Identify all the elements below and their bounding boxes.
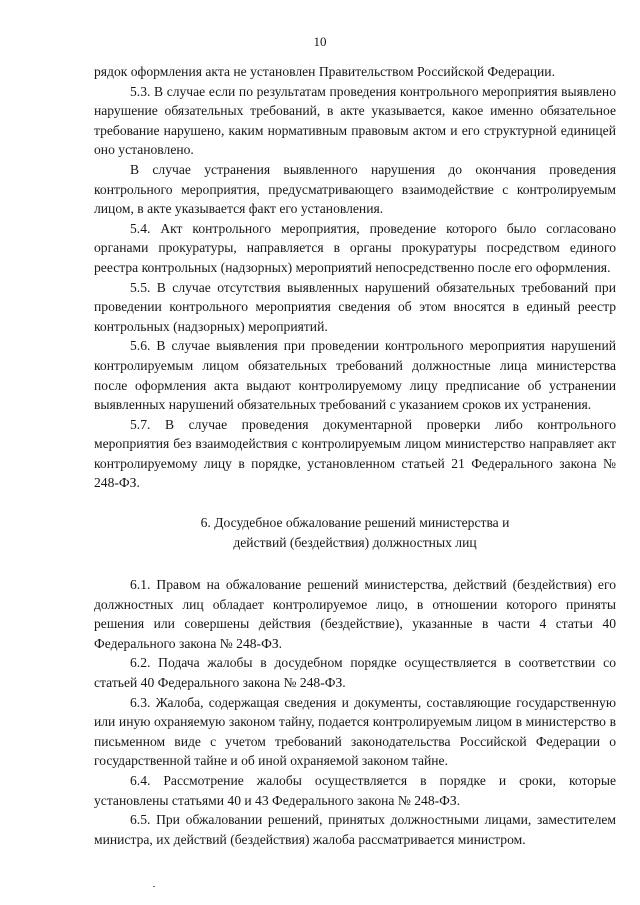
paragraph-continuation: рядок оформления акта не установлен Правительством Российской Федерации. bbox=[94, 64, 555, 79]
paragraph-5-7: 5.7. В случае проведения документарной проверки либо контрольного мероприятия без взаимодействия с контролируемым лицом министерство направляет акт контролируемому лицу в порядке, установленном статьей 21 Федерального закона № 248-ФЗ. bbox=[94, 416, 616, 491]
section-6-heading bbox=[94, 513, 616, 553]
paragraph-6-3: 6.3. Жалоба, содержащая сведения и документы, составляющие государственную или иную охраняемую законом тайну, подается контролируемым лицом в министерство в письменном виде с учетом требований законодательства Российской Федерации о государственной тайне и об иной охраняемой законом тайне. bbox=[94, 694, 616, 769]
paragraph-6-4: 6.4. Рассмотрение жалобы осуществляется в порядке и сроки, которые установлены статьями 40 и 43 Федерального закона № 248-ФЗ. bbox=[94, 773, 616, 808]
scan-speck bbox=[153, 886, 155, 887]
section-6-heading-line-2: действий (бездействия) должностных лиц bbox=[233, 535, 477, 551]
document-body bbox=[94, 62, 616, 849]
paragraph-5-4: 5.4. Акт контрольного мероприятия, проведение которого было согласовано органами прокуратуры, направляется в органы прокуратуры посредством единого реестра контрольных (надзорных) мероприятий непосредственно после его оформления. bbox=[94, 220, 616, 275]
paragraph-5-3-second: В случае устранения выявленного нарушения до окончания проведения контрольного мероприятия, предусматривающего взаимодействие с контролируемым лицом, в акте указывается факт его установления. bbox=[94, 161, 616, 217]
paragraph-6-5: 6.5. При обжаловании решений, принятых должностными лицами, заместителем министра, их действий (бездействия) жалоба рассматривается министром. bbox=[94, 812, 616, 847]
paragraph-5-5: 5.5. В случае отсутствия выявленных нарушений обязательных требований при проведении контрольного мероприятия сведения об этом вносятся в единый реестр контрольных (надзорных) мероприятий. bbox=[94, 279, 616, 334]
page-number: 10 bbox=[313, 34, 327, 49]
section-6-heading-line-1: 6. Досудебное обжалование решений министерства и bbox=[200, 515, 510, 531]
paragraph-5-6: 5.6. В случае выявления при проведении контрольного мероприятия нарушений контролируемым лицом обязательных требований должностные лица министерства после оформления акта выдают контролируемому лицу предписание об устранении выявленных нарушений обязательных требований с указанием сроков их устранения. bbox=[94, 338, 616, 413]
paragraph-6-2: 6.2. Подача жалобы в досудебном порядке осуществляется в соответствии со статьей 40 Федерального закона № 248-ФЗ. bbox=[94, 655, 616, 691]
paragraph-5-3: 5.3. В случае если по результатам проведения контрольного мероприятия выявлено нарушение обязательных требований, в акте указывается, какое именно обязательное требование нарушено, каким нормативным правовым актом и его структурной единицей оно установлено. bbox=[94, 83, 616, 158]
paragraph-6-1: 6.1. Правом на обжалование решений министерства, действий (бездействия) его должностных лиц обладает контролируемое лицо, в отношении которого приняты решения или совершены действия (бездействие), указанные в части 4 статьи 40 Федерального закона № 248-ФЗ. bbox=[94, 577, 616, 651]
